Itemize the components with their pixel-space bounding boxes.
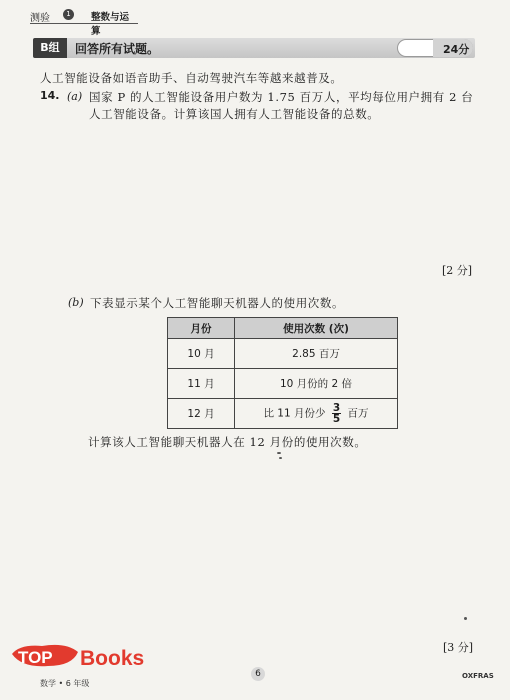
scan-mark bbox=[277, 452, 281, 454]
cell-month: 12 月 bbox=[168, 399, 235, 429]
scan-mark bbox=[464, 617, 467, 620]
chapter-header bbox=[30, 8, 138, 37]
section-score: 24分 bbox=[443, 43, 470, 56]
fraction-denominator: 5 bbox=[332, 413, 341, 425]
table-header-row bbox=[168, 318, 398, 339]
section-tag: B组 bbox=[33, 38, 67, 58]
header-month: 月份 bbox=[168, 318, 235, 339]
cell-usage: 2.85 百万 bbox=[235, 339, 398, 369]
fraction bbox=[332, 403, 341, 424]
part-a-text-line1: 国家 P 的人工智能设备用户数为 1.75 百万人，平均每位用户拥有 2 台 bbox=[89, 90, 474, 104]
footer-grade: 数学 • 6 年级 bbox=[40, 679, 90, 688]
part-a-text-line2: 人工智能设备。计算该国人拥有人工智能设备的总数。 bbox=[89, 107, 380, 121]
section-bar bbox=[33, 38, 475, 58]
table-row bbox=[168, 369, 398, 399]
part-b-marks: [3 分] bbox=[443, 641, 474, 654]
topbooks-watermark-logo bbox=[8, 640, 188, 680]
table-row bbox=[168, 399, 398, 429]
fraction-numerator: 3 bbox=[332, 402, 341, 414]
table-row bbox=[168, 339, 398, 369]
usage-suffix: 百万 bbox=[347, 407, 369, 420]
cell-month: 10 月 bbox=[168, 339, 235, 369]
usage-prefix: 比 11 月份少 bbox=[263, 407, 326, 420]
part-b-task: 计算该人工智能聊天机器人在 12 月份的使用次数。 bbox=[88, 435, 367, 449]
cell-usage: 10 月份的 2 倍 bbox=[235, 369, 398, 399]
cell-month: 11 月 bbox=[168, 369, 235, 399]
logo-books-text: Books bbox=[80, 647, 145, 670]
usage-table bbox=[167, 317, 398, 429]
question-number: 14. bbox=[40, 89, 60, 102]
question-intro: 人工智能设备如语音助手、自动驾驶汽车等越来越普及。 bbox=[40, 71, 343, 85]
chapter-title: 整数与运算 bbox=[91, 12, 130, 37]
part-a-label: (a) bbox=[67, 90, 83, 103]
scan-mark bbox=[279, 457, 282, 459]
logo-top-text: TOP bbox=[18, 648, 53, 667]
header-usage: 使用次数 (次) bbox=[235, 318, 398, 339]
part-b-text: 下表显示某个人工智能聊天机器人的使用次数。 bbox=[90, 296, 345, 310]
cell-usage bbox=[235, 399, 398, 429]
page-number: 6 bbox=[251, 667, 265, 681]
part-b-label: (b) bbox=[68, 296, 84, 309]
chapter-number-badge: 1 bbox=[63, 9, 74, 20]
test-label: 测验 bbox=[30, 13, 50, 24]
section-instruction: 回答所有试题。 bbox=[75, 42, 160, 56]
publisher-logo: OXFRAS bbox=[462, 672, 494, 680]
part-a-marks: [2 分] bbox=[442, 264, 473, 277]
